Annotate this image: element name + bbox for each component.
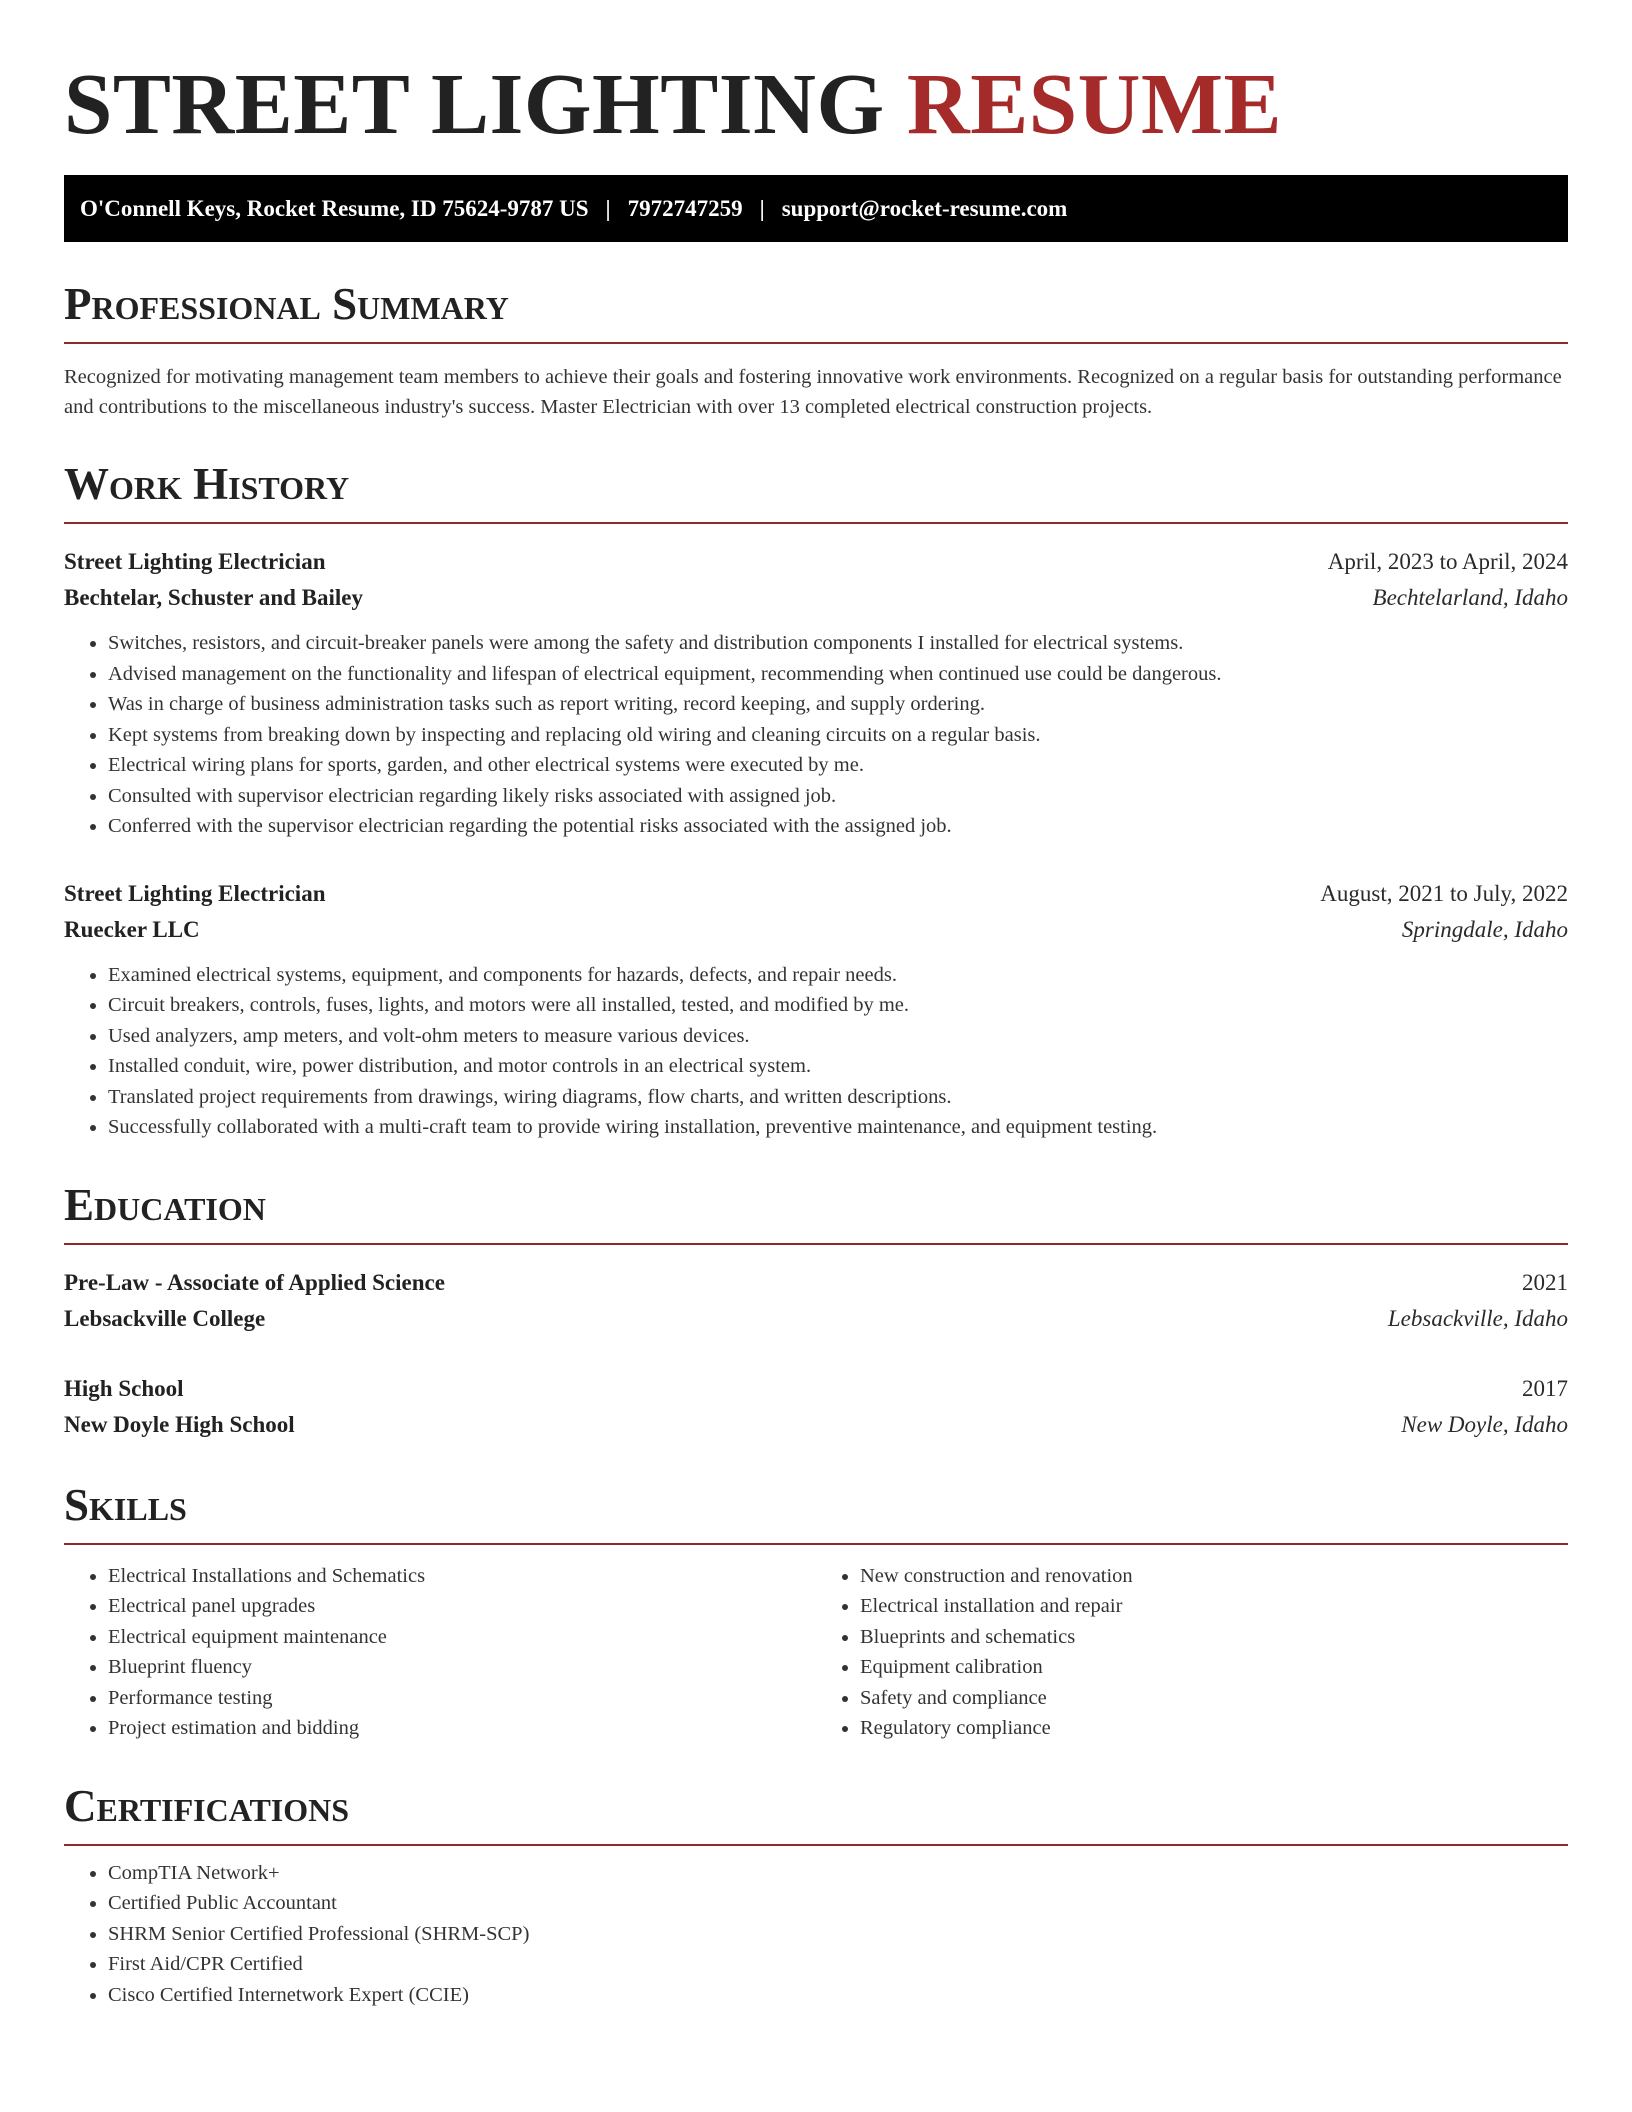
education-degree: High School <box>64 1375 184 1401</box>
job-bullet: • Translated project requirements from drawings, wiring diagrams, flow charts, and written descriptions. <box>108 1082 1568 1113</box>
skill-item: • Electrical installation and repair <box>860 1591 1568 1622</box>
job-bullet: • Installed conduit, wire, power distribution, and motor controls in an electrical system. <box>108 1051 1568 1082</box>
job-bullet: • Circuit breakers, controls, fuses, lights, and motors were all installed, tested, and modified by me. <box>108 990 1568 1021</box>
job-bullet: • Switches, resistors, and circuit-breaker panels were among the safety and distribution components I installed for electrical systems. <box>108 628 1568 659</box>
section-heading: Education <box>64 1179 1568 1245</box>
education-entry <box>64 1371 1568 1443</box>
job-bullet: • Was in charge of business administration tasks such as report writing, record keeping, and supply ordering. <box>108 689 1568 720</box>
section-heading: Certifications <box>64 1780 1568 1846</box>
contact-separator: | <box>605 195 611 221</box>
education-school: New Doyle High School <box>64 1411 295 1437</box>
job-dates: April, 2023 to April, 2024 <box>1327 549 1568 574</box>
summary-section <box>64 278 1568 422</box>
certification-item: • Cisco Certified Internetwork Expert (CCIE) <box>108 1980 1568 2011</box>
education-location: Lebsackville, Idaho <box>1387 1305 1568 1331</box>
job-bullet: • Successfully collaborated with a multi-craft team to provide wiring installation, preventive maintenance, and equipment testing. <box>108 1112 1568 1143</box>
skill-item: • Electrical panel upgrades <box>108 1591 816 1622</box>
skills-columns <box>64 1561 1568 1744</box>
certification-item: • First Aid/CPR Certified <box>108 1949 1568 1980</box>
skill-item: • Blueprint fluency <box>108 1652 816 1683</box>
job-bullet: • Examined electrical systems, equipment, and components for hazards, defects, and repair needs. <box>108 960 1568 991</box>
certification-item: • CompTIA Network+ <box>108 1858 1568 1889</box>
contact-bar <box>64 175 1568 242</box>
skill-item: • Regulatory compliance <box>860 1713 1568 1744</box>
job-dates: August, 2021 to July, 2022 <box>1320 880 1568 906</box>
job-bullet: • Consulted with supervisor electrician regarding likely risks associated with assigned job. <box>108 781 1568 812</box>
job-location: Springdale, Idaho <box>1401 916 1568 942</box>
resume-title <box>64 0 1568 168</box>
education-location: New Doyle, Idaho <box>1401 1411 1568 1437</box>
skill-item: • New construction and renovation <box>860 1561 1568 1592</box>
education-year: 2021 <box>1522 1269 1568 1295</box>
job-bullet-list <box>64 628 1568 842</box>
section-heading: Professional Summary <box>64 278 1568 344</box>
skill-item: • Electrical Installations and Schematics <box>108 1561 816 1592</box>
job-bullet: • Conferred with the supervisor electrician regarding the potential risks associated with the assigned job. <box>108 811 1568 842</box>
skill-item: • Blueprints and schematics <box>860 1622 1568 1653</box>
contact-separator: | <box>759 195 765 221</box>
skill-item: • Electrical equipment maintenance <box>108 1622 816 1653</box>
education-year: 2017 <box>1522 1375 1568 1401</box>
education-section <box>64 1179 1568 1443</box>
job-entry <box>64 876 1568 1143</box>
skill-item: • Safety and compliance <box>860 1683 1568 1714</box>
title-accent: RESUME <box>906 55 1283 152</box>
certifications-list <box>64 1858 1568 2011</box>
education-school: Lebsackville College <box>64 1305 266 1331</box>
job-bullet: • Used analyzers, amp meters, and volt-ohm meters to measure various devices. <box>108 1021 1568 1052</box>
title-main: STREET LIGHTING <box>64 55 885 152</box>
job-bullet: • Kept systems from breaking down by inspecting and replacing old wiring and cleaning circuits on a regular basis. <box>108 720 1568 751</box>
contact-email[interactable]: support@rocket-resume.com <box>781 195 1068 221</box>
job-company: Ruecker LLC <box>64 916 200 942</box>
certifications-section <box>64 1780 1568 2011</box>
job-bullet: • Electrical wiring plans for sports, garden, and other electrical systems were executed by me. <box>108 750 1568 781</box>
section-heading: Work History <box>64 458 1568 524</box>
skills-section <box>64 1479 1568 1744</box>
job-title: Street Lighting Electrician <box>64 549 326 574</box>
education-degree: Pre-Law - Associate of Applied Science <box>64 1269 445 1295</box>
skill-item: • Equipment calibration <box>860 1652 1568 1683</box>
contact-address: O'Connell Keys, Rocket Resume, ID 75624-9787 US <box>80 195 589 221</box>
skills-list-left <box>64 1561 816 1744</box>
section-heading: Skills <box>64 1479 1568 1545</box>
job-company: Bechtelar, Schuster and Bailey <box>64 585 364 610</box>
skill-item: • Project estimation and bidding <box>108 1713 816 1744</box>
job-entry <box>64 544 1568 842</box>
summary-text: Recognized for motivating management team members to achieve their goals and fostering innovative work environments. Recognized on a regular basis for outstanding performance and contributions to the miscellaneous industry's success. Master Electrician with over 13 completed electrical construction projects. <box>64 366 1562 418</box>
certification-item: • Certified Public Accountant <box>108 1888 1568 1919</box>
work-history-section <box>64 458 1568 1143</box>
certification-item: • SHRM Senior Certified Professional (SHRM-SCP) <box>108 1919 1568 1950</box>
job-title: Street Lighting Electrician <box>64 880 326 906</box>
job-bullet: • Advised management on the functionality and lifespan of electrical equipment, recommending when continued use could be dangerous. <box>108 659 1568 690</box>
job-bullet-list <box>64 960 1568 1143</box>
contact-phone[interactable]: 7972747259 <box>627 195 743 221</box>
job-location: Bechtelarland, Idaho <box>1372 585 1568 610</box>
education-entry <box>64 1265 1568 1337</box>
skill-item: • Performance testing <box>108 1683 816 1714</box>
skills-list-right <box>816 1561 1568 1744</box>
